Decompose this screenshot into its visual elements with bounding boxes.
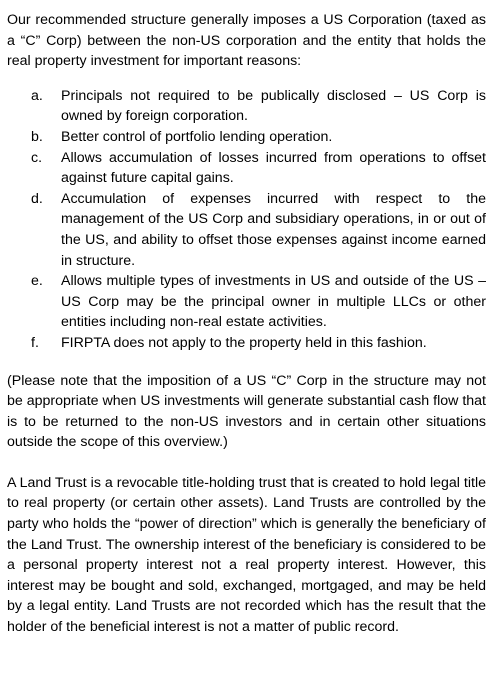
list-item xyxy=(7,86,486,127)
list-item xyxy=(7,127,486,148)
list-marker: d. xyxy=(31,190,43,207)
list-item-text: Allows multiple types of investments in US and outside of the US – US Corp may be the principal owner in multiple LLCs or other entities including non-real estate activities. xyxy=(61,273,486,331)
list-marker: c. xyxy=(31,149,43,166)
list-item xyxy=(7,333,486,354)
list-item-text: Principals not required to be publically disclosed – US Corp is owned by foreign corporation. xyxy=(61,87,486,125)
list-marker: e. xyxy=(31,273,43,290)
reasons-list xyxy=(7,86,486,354)
intro-paragraph: Our recommended structure generally imposes a US Corporation (taxed as a “C” Corp) between the non-US corporation and the entity that holds the real property investment for important reasons: xyxy=(7,12,486,70)
list-item xyxy=(7,148,486,189)
list-item xyxy=(7,189,486,271)
list-item-text: Accumulation of expenses incurred with respect to the management of the US Corp and subsidiary operations, in or out of the US, and ability to offset those expenses against income earned in structure. xyxy=(61,190,486,269)
list-item-text: Allows accumulation of losses incurred from operations to offset against future capital gains. xyxy=(61,149,486,187)
list-marker: b. xyxy=(31,128,43,145)
list-item-text: FIRPTA does not apply to the property held in this fashion. xyxy=(61,334,427,351)
list-marker: a. xyxy=(31,87,43,104)
land-trust-paragraph: A Land Trust is a revocable title-holding trust that is created to hold legal title to real property (or certain other assets). Land Trusts are controlled by the party who holds the “power of direction” which is generally the beneficiary of the Land Trust. The ownership interest of the beneficiary is considered to be a personal property interest not a real property interest. However, this interest may be bought and sold, exchanged, mortgaged, and may be held by a legal entity. Land Trusts are not recorded which has the result that the holder of the beneficial interest is not a matter of public record. xyxy=(7,474,486,636)
list-item xyxy=(7,271,486,333)
list-item-text: Better control of portfolio lending operation. xyxy=(61,128,333,145)
list-marker: f. xyxy=(31,334,39,351)
c-corp-note-paragraph: (Please note that the imposition of a US “C” Corp in the structure may not be appropriate when US investments will generate substantial cash flow that is to be returned to the non-US investors and in certain other situations outside the scope of this overview.) xyxy=(7,372,486,451)
